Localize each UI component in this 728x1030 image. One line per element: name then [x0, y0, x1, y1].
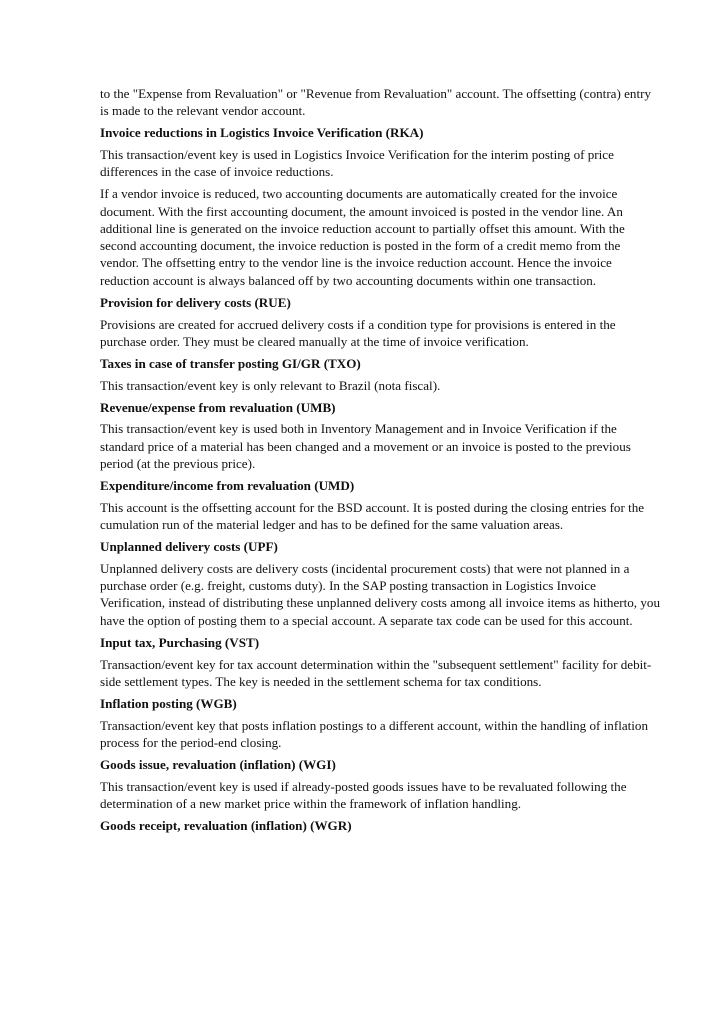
section-heading: Goods issue, revaluation (inflation) (WGI) — [100, 756, 336, 772]
paragraph: This transaction/event key is only relevant to Brazil (nota fiscal). — [100, 377, 441, 393]
document-body — [100, 85, 660, 839]
paragraph: Transaction/event key for tax account determination within the "subsequent settlement" facility for debit-side settlement types. The key is needed in the settlement schema for tax conditions. — [100, 656, 652, 689]
paragraph: This transaction/event key is used in Logistics Invoice Verification for the interim posting of price differences in the case of invoice reductions. — [100, 147, 614, 180]
section-heading: Goods receipt, revaluation (inflation) (WGR) — [100, 817, 352, 833]
section-heading: Revenue/expense from revaluation (UMB) — [100, 399, 336, 415]
section-heading: Invoice reductions in Logistics Invoice Verification (RKA) — [100, 125, 424, 141]
paragraph: If a vendor invoice is reduced, two accounting documents are automatically created for the invoice document. With the first accounting document, the amount invoiced is posted in the vendor line. An additional line is generated on the invoice reduction account to partially offset this amount. With the second accounting document, the invoice reduction is posted in the form of a credit memo from the vendor. The offsetting entry to the vendor line is the invoice reduction account. Hence the invoice reduction account is always balanced off by two accounting documents within one transaction. — [100, 186, 625, 288]
section-heading: Inflation posting (WGB) — [100, 695, 237, 711]
paragraph: This transaction/event key is used both in Inventory Management and in Invoice Verification if the standard price of a material has been changed and a movement or an invoice is posted to the previous period (at the previous price). — [100, 421, 631, 471]
section-heading: Input tax, Purchasing (VST) — [100, 634, 260, 650]
section-heading: Unplanned delivery costs (UPF) — [100, 538, 278, 554]
section-heading: Expenditure/income from revaluation (UMD) — [100, 477, 355, 493]
paragraph: This transaction/event key is used if already-posted goods issues have to be revaluated following the determination of a new market price within the framework of inflation handling. — [100, 778, 627, 811]
paragraph: Unplanned delivery costs are delivery costs (incidental procurement costs) that were not planned in a purchase order (e.g. freight, customs duty). In the SAP posting transaction in Logistics Invoice Verification, instead of distributing these unplanned delivery costs among all invoice items as hitherto, you have the option of posting them to a special account. A separate tax code can be used for this account. — [100, 560, 660, 628]
paragraph: This account is the offsetting account for the BSD account. It is posted during the closing entries for the cumulation run of the material ledger and has to be defined for the same valuation areas. — [100, 499, 645, 533]
paragraph: Provisions are created for accrued delivery costs if a condition type for provisions is entered in the purchase order. They must be cleared manually at the time of invoice verification. — [100, 316, 616, 349]
section-heading: Taxes in case of transfer posting GI/GR (TXO) — [100, 355, 361, 371]
paragraph: to the "Expense from Revaluation" or "Revenue from Revaluation" account. The offsetting (contra) entry is made to the relevant vendor account. — [100, 86, 652, 119]
section-heading: Provision for delivery costs (RUE) — [100, 294, 291, 310]
paragraph: Transaction/event key that posts inflation postings to a different account, within the handling of inflation process for the period-end closing. — [100, 717, 649, 750]
